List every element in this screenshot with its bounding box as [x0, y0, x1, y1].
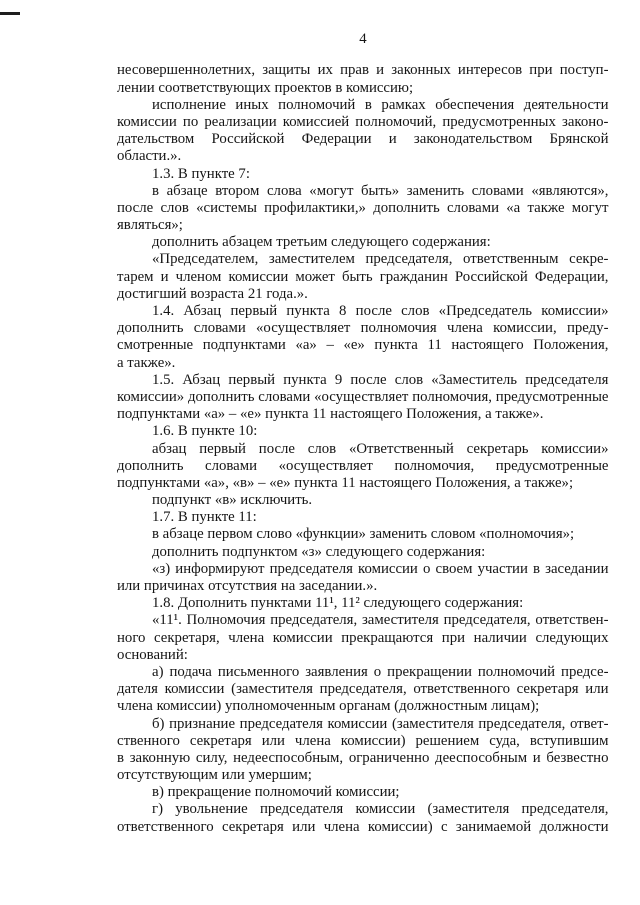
- subparagraph-v: [117, 784, 609, 801]
- clause-1-5: [117, 372, 609, 424]
- paragraph: [117, 183, 609, 235]
- text-line: являться»;: [117, 217, 183, 234]
- text-line: ответственного секретаря или члена комиссии) с занимаемой должности: [117, 818, 609, 835]
- clause-1-8: [117, 595, 609, 612]
- text-line: «з) информируют председателя комиссии о своем участии в заседании: [152, 560, 609, 577]
- text-line: в абзаце первом слово «функции» заменить словом «полномочия»;: [152, 526, 575, 543]
- text-line: а) подача письменного заявления о прекращении полномочий предсе-: [152, 663, 609, 680]
- text-line: дополнить абзацем третьим следующего содержания:: [152, 234, 491, 251]
- text-line: или причинах отсутствия на заседании.».: [117, 578, 378, 595]
- text-line: г) увольнение председателя комиссии (заместителя председателя,: [152, 801, 609, 818]
- subparagraph-a: [117, 664, 609, 716]
- scan-edge-mark: [0, 12, 20, 15]
- clause-1-6-heading: [117, 423, 609, 440]
- text-line: б) признание председателя комиссии (заместителя председателя, ответ-: [152, 715, 609, 732]
- text-line: 1.5. Абзац первый пункта 9 после слов «Заместитель председателя: [152, 371, 609, 388]
- text-line: 1.4. Абзац первый пункта 8 после слов «Председатель комиссии»: [152, 303, 609, 320]
- paragraph: [117, 234, 609, 251]
- text-line: члена комиссии) уполномоченным органам (должностным лицам);: [117, 698, 540, 715]
- quoted-paragraph: [117, 612, 609, 664]
- text-line: 1.7. В пункте 11:: [152, 509, 257, 526]
- text-line: дополнить подпунктом «з» следующего содержания:: [152, 543, 486, 560]
- text-line: области.».: [117, 148, 182, 165]
- clause-1-7-heading: [117, 509, 609, 526]
- paragraph: [117, 492, 609, 509]
- text-line: подпунктами «а» – «е» пункта 11 настоящего Положения, а также».: [117, 406, 544, 423]
- paragraph: [117, 441, 609, 493]
- paragraph: [117, 526, 609, 543]
- text-line: лении соответствующих проектов в комиссию;: [117, 79, 414, 96]
- text-line: комиссии» дополнить словами «осуществляет полномочия, предусмотренные: [117, 388, 609, 405]
- page-number: 4: [359, 31, 367, 47]
- text-line: абзац первый после слов «Ответственный секретарь комиссии»: [152, 440, 609, 457]
- clause-1-3-heading: [117, 166, 609, 183]
- text-line: 1.3. В пункте 7:: [152, 165, 250, 182]
- text-line: 1.8. Дополнить пунктами 11¹, 11² следующего содержания:: [152, 595, 524, 612]
- text-line: в абзаце втором слова «могут быть» заменить словами «являются»,: [152, 182, 609, 199]
- text-line: в) прекращение полномочий комиссии;: [152, 784, 400, 801]
- text-line: смотренные подпунктами «а» – «е» пункта 11 настоящего Положения,: [117, 337, 609, 354]
- text-line: ного секретаря, члена комиссии прекращаются при наличии следующих: [117, 629, 609, 646]
- subparagraph-g: [117, 801, 609, 835]
- text-line: исполнение иных полномочий в рамках обеспечения деятельности: [152, 96, 609, 113]
- text-line: дательством Российской Федерации и законодательством Брянской: [117, 131, 609, 148]
- text-line: после слов «системы профилактики,» дополнить словами «а также могут: [117, 199, 609, 216]
- text-line: дополнить словами «осуществляет полномочия члена комиссии, преду-: [117, 320, 609, 337]
- clause-1-4: [117, 303, 609, 372]
- continued-paragraph: [117, 62, 609, 96]
- text-line: достигший возраста 21 года.».: [117, 285, 308, 302]
- quoted-paragraph: [117, 251, 609, 303]
- text-line: несовершеннолетних, защиты их прав и законных интересов при поступ-: [117, 62, 609, 79]
- text-line: дополнить словами «осуществляет полномочия, предусмотренные: [117, 457, 609, 474]
- text-line: ственного секретаря или члена комиссии) решением суда, вступившим: [117, 732, 609, 749]
- text-line: «Председателем, заместителем председателя, ответственным секре-: [152, 251, 609, 268]
- text-line: «11¹. Полномочия председателя, заместителя председателя, ответствен-: [152, 612, 609, 629]
- text-line: тарем и членом комиссии может быть гражданин Российской Федерации,: [117, 268, 609, 285]
- text-line: подпункт «в» исключить.: [152, 492, 313, 509]
- quoted-paragraph: [117, 561, 609, 595]
- text-line: оснований:: [117, 646, 188, 663]
- text-line: 1.6. В пункте 10:: [152, 423, 258, 440]
- text-line: подпунктами «а», «в» – «е» пункта 11 настоящего Положения, а также»;: [117, 474, 574, 491]
- text-line: отсутствующим или умершим;: [117, 767, 312, 784]
- document-body: [117, 62, 609, 835]
- text-line: дателя комиссии (заместителя председателя, ответственного секретаря или: [117, 681, 609, 698]
- text-line: в законную силу, недееспособным, ограниченно дееспособным и безвестно: [117, 749, 609, 766]
- text-line: а также».: [117, 354, 176, 371]
- text-line: комиссии по реализации комиссией полномочий, предусмотренных законо-: [117, 113, 609, 130]
- paragraph: [117, 97, 609, 166]
- subparagraph-b: [117, 716, 609, 785]
- paragraph: [117, 544, 609, 561]
